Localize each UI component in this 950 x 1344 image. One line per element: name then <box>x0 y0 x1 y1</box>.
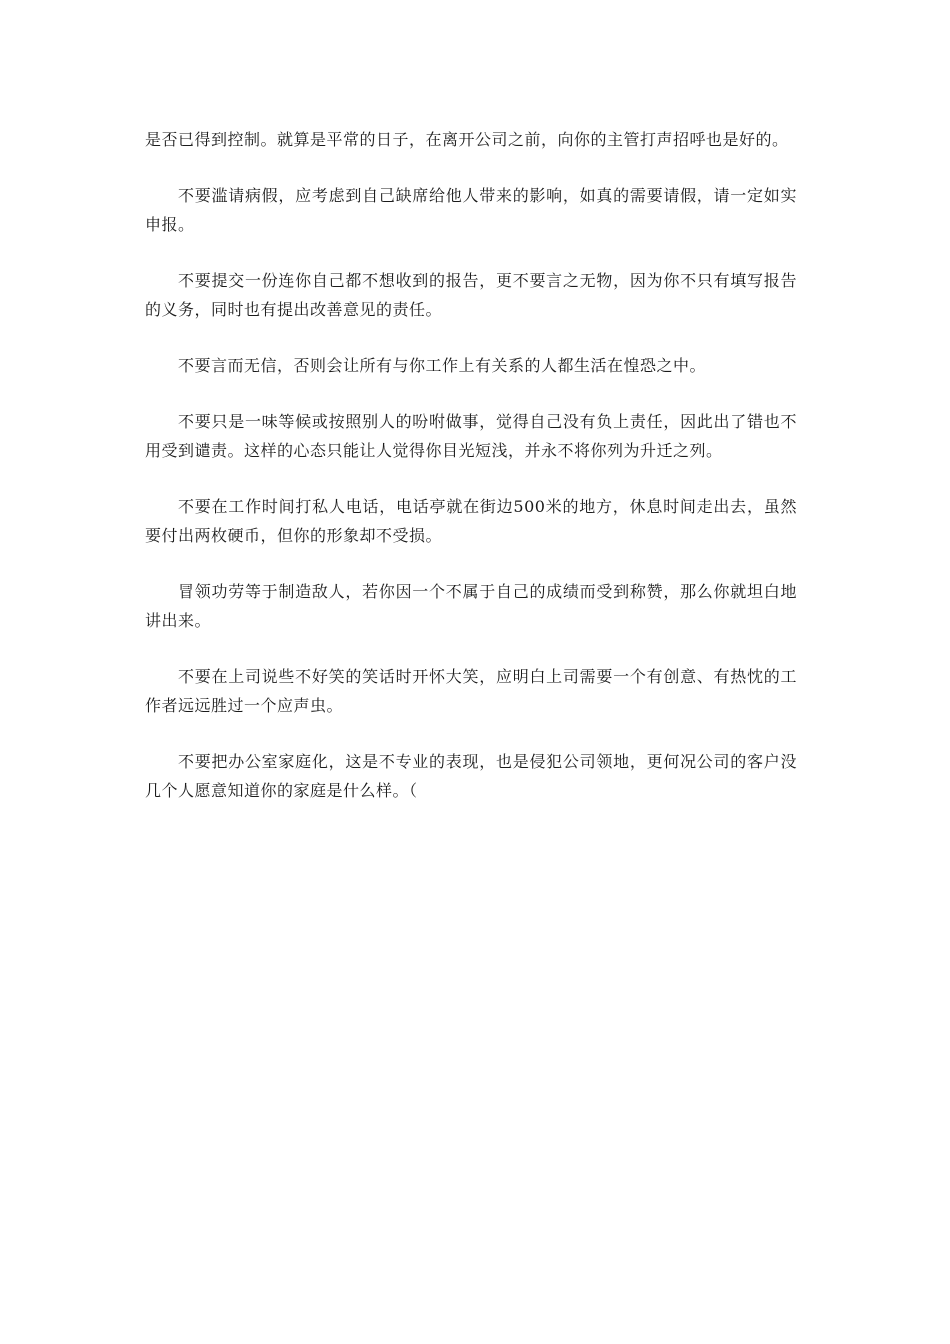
paragraph-2: 不要滥请病假，应考虑到自己缺席给他人带来的影响，如真的需要请假，请一定如实申报。 <box>145 186 797 234</box>
paragraph-1: 是否已得到控制。就算是平常的日子，在离开公司之前，向你的主管打声招呼也是好的。 <box>145 130 789 149</box>
paragraph-9: 不要把办公室家庭化，这是不专业的表现，也是侵犯公司领地，更何况公司的客户没几个人愿意知道你的家庭是什么样。（ <box>145 752 797 800</box>
paragraph-6: 不要在工作时间打私人电话，电话亭就在街边500米的地方，休息时间走出去，虽然要付出两枚硬币，但你的形象却不受损。 <box>145 497 797 545</box>
paragraph-8: 不要在上司说些不好笑的笑话时开怀大笑，应明白上司需要一个有创意、有热忱的工作者远远胜过一个应声虫。 <box>145 667 797 715</box>
paragraph-7: 冒领功劳等于制造敌人，若你因一个不属于自己的成绩而受到称赞，那么你就坦白地讲出来。 <box>145 582 797 630</box>
paragraph-4: 不要言而无信，否则会让所有与你工作上有关系的人都生活在惶恐之中。 <box>178 356 707 375</box>
paragraph-3: 不要提交一份连你自己都不想收到的报告，更不要言之无物，因为你不只有填写报告的义务，同时也有提出改善意见的责任。 <box>145 271 797 319</box>
document-body <box>145 125 797 832</box>
paragraph-5: 不要只是一味等候或按照别人的吩咐做事，觉得自己没有负上责任，因此出了错也不用受到谴责。这样的心态只能让人觉得你目光短浅，并永不将你列为升迁之列。 <box>145 412 797 460</box>
